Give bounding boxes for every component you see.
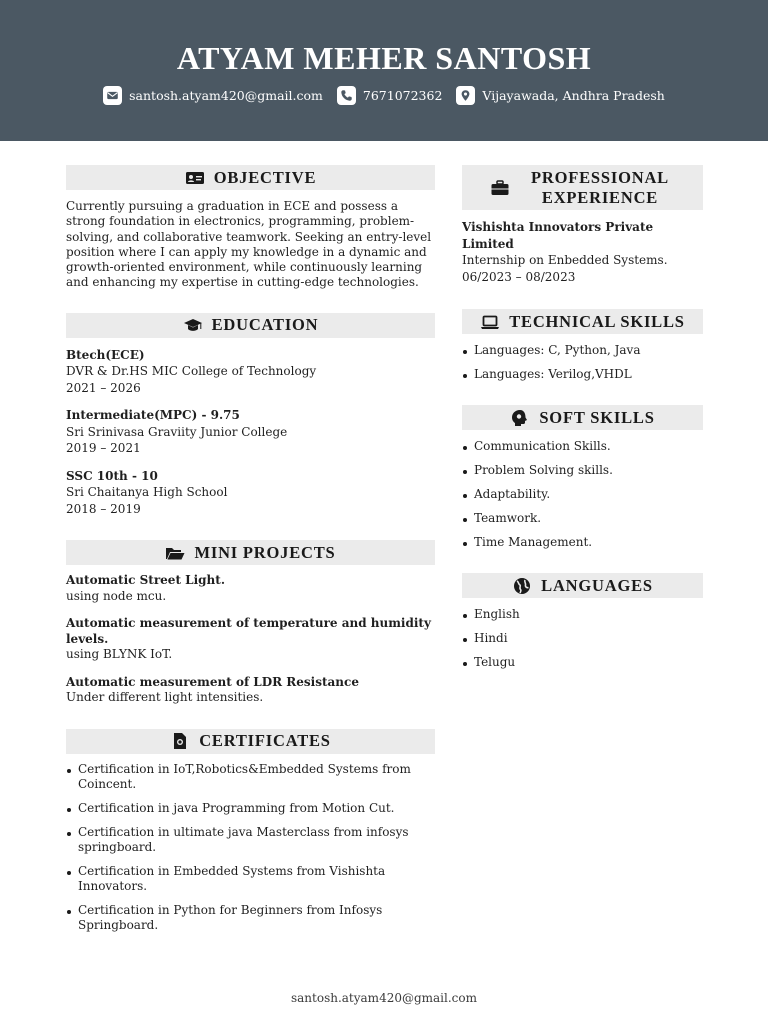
years: 2019 – 2021: [66, 441, 141, 456]
objective-text: Currently pursuing a graduation in ECE and possess a strong foundation in electronics, programming, problem-solving, and collaborative teamwork. Seeking an entry-level position where I can apply my knowledge in a dynamic and growth-oriented environment, while continuously learning and enhancing my expertise in cutting-edge technologies.: [66, 199, 432, 290]
objective-heading: [66, 165, 435, 190]
project-entry: [66, 675, 435, 706]
school: Sri Chaitanya High School: [66, 485, 228, 500]
list-item: Telugu: [462, 655, 703, 670]
list-item: Certification in ultimate java Masterclass from infosys springboard.: [66, 825, 435, 855]
school: Sri Srinivasa Graviity Junior College: [66, 424, 288, 439]
experience-heading: [462, 165, 703, 210]
education-list: [66, 347, 435, 518]
brain-icon: [510, 409, 530, 427]
list-item: Communication Skills.: [462, 439, 703, 454]
soft-skills-heading: [462, 405, 703, 430]
project-desc: using node mcu.: [66, 588, 167, 603]
laptop-icon: [480, 313, 500, 331]
company: Vishishta Innovators Private Limited: [462, 220, 654, 251]
objective-title: OBJECTIVE: [213, 167, 317, 187]
list-item: English: [462, 607, 703, 622]
projects-list: [66, 573, 435, 706]
contact-info: [0, 86, 768, 105]
experience-entry: [462, 219, 703, 285]
technical-skills-list: [462, 343, 703, 382]
map-pin-icon: [456, 86, 475, 105]
list-item: Time Management.: [462, 535, 703, 550]
project-name: Automatic measurement of temperature and humidity levels.: [66, 616, 431, 646]
degree: Btech(ECE): [66, 347, 145, 362]
role: Internship on Enbedded Systems.: [462, 253, 668, 267]
project-entry: [66, 616, 435, 663]
list-item: Languages: Verilog,VHDL: [462, 367, 703, 382]
list-item: Adaptability.: [462, 487, 703, 502]
technical-skills-heading: [462, 309, 703, 334]
list-item: Certification in Embedded Systems from Vishishta Innovators.: [66, 864, 435, 894]
graduation-cap-icon: [183, 316, 203, 334]
languages-list: [462, 607, 703, 670]
project-desc: using BLYNK IoT.: [66, 647, 173, 662]
contact-email[interactable]: [103, 86, 323, 105]
project-name: Automatic Street Light.: [66, 573, 225, 588]
education-heading: [66, 313, 435, 338]
left-column: [66, 165, 435, 933]
certificates-heading: [66, 729, 435, 754]
email-text: santosh.atyam420@gmail.com: [129, 88, 323, 103]
projects-title: MINI PROJECTS: [194, 542, 336, 562]
contact-location: [456, 86, 664, 105]
soft-skills-title: SOFT SKILLS: [539, 407, 655, 427]
projects-heading: [66, 540, 435, 565]
list-item: Certification in Python for Beginners from Infosys Springboard.: [66, 903, 435, 933]
languages-heading: [462, 573, 703, 598]
list-item: Languages: C, Python, Java: [462, 343, 703, 358]
certificates-title: CERTIFICATES: [199, 731, 331, 751]
project-entry: [66, 573, 435, 604]
languages-title: LANGUAGES: [541, 575, 653, 595]
location-text: Vijayawada, Andhra Pradesh: [482, 88, 665, 103]
folder-open-icon: [165, 544, 185, 562]
briefcase-icon: [490, 179, 510, 197]
right-column: [462, 165, 703, 670]
education-entry: [66, 468, 435, 518]
degree: Intermediate(MPC) - 9.75: [66, 408, 240, 423]
project-name: Automatic measurement of LDR Resistance: [66, 674, 359, 689]
years: 2021 – 2026: [66, 380, 141, 395]
list-item: Certification in java Programming from Motion Cut.: [66, 801, 435, 816]
contact-phone[interactable]: [337, 86, 443, 105]
years: 2018 – 2019: [66, 501, 141, 516]
envelope-icon: [103, 86, 122, 105]
phone-text: 7671072362: [362, 88, 443, 103]
school: DVR & Dr.HS MIC College of Technology: [66, 364, 317, 379]
certificates-list: [66, 762, 435, 933]
experience-title-line1: PROFESSIONAL: [531, 167, 669, 187]
candidate-name: ATYAM MEHER SANTOSH: [176, 40, 592, 76]
soft-skills-list: [462, 439, 703, 550]
experience-title-line2: EXPERIENCE: [541, 187, 659, 207]
id-card-icon: [185, 169, 205, 187]
list-item: Teamwork.: [462, 511, 703, 526]
technical-skills-title: TECHNICAL SKILLS: [509, 311, 685, 331]
resume-header: [0, 0, 768, 141]
education-title: EDUCATION: [211, 315, 319, 335]
footer-email[interactable]: santosh.atyam420@gmail.com: [290, 991, 477, 1005]
certificate-icon: [170, 732, 190, 750]
experience-title: [525, 168, 675, 208]
project-desc: Under different light intensities.: [66, 690, 264, 705]
list-item: Hindi: [462, 631, 703, 646]
education-entry: [66, 347, 435, 397]
degree: SSC 10th - 10: [66, 468, 158, 483]
globe-icon: [512, 577, 532, 595]
list-item: Certification in IoT,Robotics&Embedded Systems from Coincent.: [66, 762, 435, 792]
dates: 06/2023 – 08/2023: [462, 269, 576, 284]
phone-icon: [337, 86, 356, 105]
list-item: Problem Solving skills.: [462, 463, 703, 478]
education-entry: [66, 407, 435, 457]
